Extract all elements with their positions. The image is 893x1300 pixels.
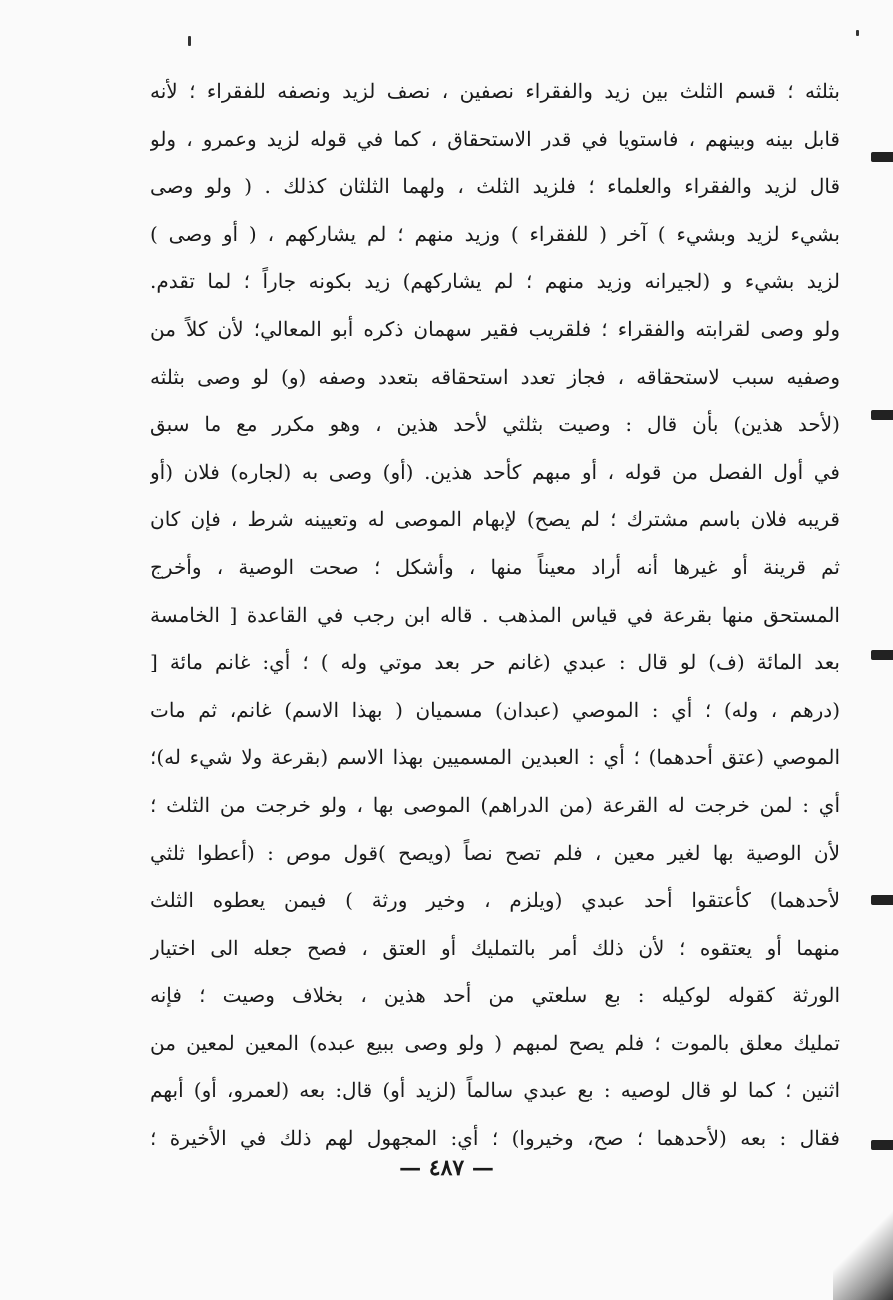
scan-speck — [188, 36, 191, 46]
text-line-7: وصفيه سبب لاستحقاقه ، فجاز تعدد استحقاقه بتعدد وصفه (و) لو وصى بثلثه — [150, 364, 840, 389]
text-line-20: الورثة كقوله لوكيله : بع سلعتي من أحد هذين ، بخلاف وصيت ؛ فإنه — [150, 983, 840, 1008]
page-number: — ٤٨٧ — — [399, 1155, 494, 1181]
text-line-23: فقال : بعه (لأحدهما ؛ صح، وخيروا) ؛ أي: المجهول لهم ذلك في الأخيرة ؛ — [150, 1126, 840, 1151]
text-line-6: ولو وصى لقرابته والفقراء ؛ فلقريب فقير سهمان ذكره أبو المعالي؛ لأن كلاً من — [150, 316, 840, 341]
text-line-22: اثنين ؛ كما لو قال لوصيه : بع عبدي سالماً (لزيد أو) قال: بعه (لعمرو، أو) أبهم — [150, 1078, 840, 1103]
text-line-12: المستحق منها بقرعة في قياس المذهب . قاله ابن رجب في القاعدة [ الخامسة — [150, 602, 840, 627]
text-line-8: (لأحد هذين) بأن قال : وصيت بثلثي لأحد هذين ، وهو مكرر مع ما سبق — [150, 412, 840, 437]
scan-speck — [856, 30, 859, 36]
text-line-4: بشيء لزيد وبشيء ) آخر ( للفقراء ) وزيد منهم ؛ لم يشاركهم ، ( أو وصى ) — [150, 221, 840, 246]
margin-tab-mark — [871, 1140, 893, 1150]
text-line-18: لأحدهما) كأعتقوا أحد عبدي (ويلزم ، وخير ورثة ) فيمن يعطوه الثلث — [150, 888, 840, 913]
page-body-text — [150, 68, 840, 1163]
text-line-16: أي : لمن خرجت له القرعة (من الدراهم) الموصى بها ، ولو خرجت من الثلث ؛ — [150, 792, 840, 817]
margin-tab-mark — [871, 410, 893, 420]
text-line-15: الموصي (عتق أحدهما) ؛ أي : العبدين المسميين بهذا الاسم (بقرعة ولا شيء له)؛ — [150, 745, 840, 770]
text-line-19: منهما أو يعتقوه ؛ لأن ذلك أمر بالتمليك أو العتق ، فصح جعله الى اختيار — [150, 935, 840, 960]
text-line-1: بثلثه ؛ قسم الثلث بين زيد والفقراء نصفين ، نصف لزيد ونصفه للفقراء ؛ لأنه — [150, 79, 840, 103]
text-line-10: قريبه فلان باسم مشترك ؛ لم يصح) لإبهام الموصى له وتعيينه شرط ، فإن كان — [150, 507, 840, 532]
page-corner-shadow — [833, 1210, 893, 1300]
text-line-9: في أول الفصل من قوله ، أو مبهم كأحد هذين. (أو) وصى به (لجاره) فلان (أو — [150, 459, 840, 484]
text-line-14: (درهم ، وله) ؛ أي : الموصي (عبدان) مسميان ( بهذا الاسم) غانم، ثم مات — [150, 697, 840, 722]
margin-tab-mark — [871, 650, 893, 660]
text-line-11: ثم قرينة أو غيرها أنه أراد معيناً منها ، وأشكل ؛ صحت الوصية ، وأخرج — [150, 554, 840, 579]
text-line-13: بعد المائة (ف) لو قال : عبدي (غانم حر بعد موتي وله ) ؛ أي: غانم مائة [ — [150, 650, 840, 675]
text-line-3: قال لزيد والفقراء والعلماء ؛ فلزيد الثلث ، ولهما الثلثان كذلك . ( ولو وصى — [150, 174, 840, 199]
margin-tab-mark — [871, 152, 893, 162]
margin-tab-mark — [871, 895, 893, 905]
text-line-21: تمليك معلق بالموت ؛ فلم يصح لمبهم ( ولو وصى ببيع عبده) المعين لمعين من — [150, 1030, 840, 1055]
text-line-2: قابل بينه وبينهم ، فاستويا في قدر الاستحقاق ، كما في قوله لزيد وعمرو ، ولو — [150, 126, 840, 151]
text-line-17: لأن الوصية بها لغير معين ، فلم تصح نصاً (ويصح )قول موص : (أعطوا ثلثي — [150, 840, 840, 865]
text-line-5: لزيد بشيء و (لجيرانه وزيد منهم ؛ لم يشاركهم) زيد بكونه جاراً ؛ لما تقدم. — [150, 269, 840, 294]
